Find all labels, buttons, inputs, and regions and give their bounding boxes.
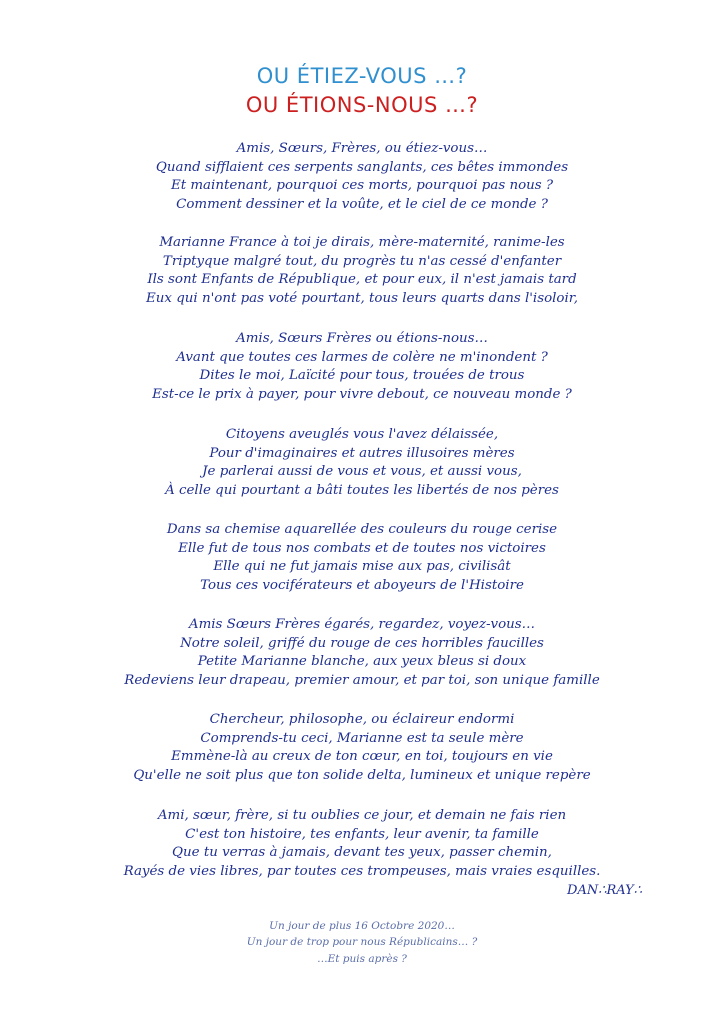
- verse-line: Notre soleil, griffé du rouge de ces horribles faucilles: [180, 635, 544, 651]
- title-line-2: OU ÉTIONS-NOUS …?: [245, 93, 479, 117]
- verse-line: Chercheur, philosophe, ou éclaireur endormi: [209, 712, 515, 727]
- verse-line: Dites le moi, Laïcité pour tous, trouées de trous: [199, 368, 525, 384]
- stanza-3: [0, 330, 724, 405]
- verse-line: Quand sifflaient ces serpents sanglants, ces bêtes immondes: [155, 159, 569, 175]
- verse-line: Amis Sœurs Frères égarés, regardez, voyez-vous…: [188, 617, 536, 632]
- verse-line: À celle qui pourtant a bâti toutes les libertés de nos pères: [165, 483, 559, 499]
- stanza-5: [0, 521, 724, 596]
- verse-line: Tous ces vociférateurs et aboyeurs de l'Histoire: [200, 578, 524, 594]
- verse-line: Qu'elle ne soit plus que ton solide delta, lumineux et unique repère: [133, 768, 591, 784]
- verse-line: Comprends-tu ceci, Marianne est ta seule mère: [200, 730, 524, 746]
- verse-line: Marianne France à toi je dirais, mère-maternité, ranime-les: [159, 235, 565, 250]
- stanza-7: [0, 711, 724, 786]
- stanza-1: [0, 140, 724, 215]
- verse-line: Que tu verras à jamais, devant tes yeux, passer chemin,: [172, 845, 552, 861]
- verse-line: Je parlerai aussi de vous et vous, et aussi vous,: [202, 464, 522, 480]
- stanza-4: [0, 426, 724, 501]
- verse-line: Petite Marianne blanche, aux yeux bleus si doux: [197, 654, 527, 670]
- verse-line: Eux qui n'ont pas voté pourtant, tous leurs quarts dans l'isoloir,: [146, 291, 578, 307]
- footer-line: …Et puis après ?: [317, 952, 407, 965]
- verse-line: Emmène-là au creux de ton cœur, en toi, toujours en vie: [171, 749, 553, 765]
- verse-line: Est-ce le prix à payer, pour vivre debout, ce nouveau monde ?: [152, 387, 572, 403]
- author-signature: DAN∴RAY∴: [567, 883, 642, 898]
- verse-line: Triptyque malgré tout, du progrès tu n'as cessé d'enfanter: [162, 253, 562, 269]
- verse-line: Elle qui ne fut jamais mise aux pas, civilisât: [213, 559, 511, 575]
- verse-line: Ils sont Enfants de République, et pour eux, il n'est jamais tard: [147, 272, 577, 288]
- stanza-6: [0, 616, 724, 691]
- verse-line: Ami, sœur, frère, si tu oublies ce jour, et demain ne fais rien: [157, 808, 567, 823]
- footer-line: Un jour de trop pour nous Républicains… ?: [246, 936, 478, 949]
- verse-line: Citoyens aveuglés vous l'avez délaissée,: [225, 427, 499, 442]
- title-line-1: OU ÉTIEZ-VOUS …?: [256, 64, 468, 88]
- verse-line: C'est ton histoire, tes enfants, leur avenir, ta famille: [185, 826, 539, 842]
- verse-line: Elle fut de tous nos combats et de toutes nos victoires: [178, 540, 546, 556]
- footer-line: Un jour de plus 16 Octobre 2020…: [269, 920, 455, 932]
- verse-line: Comment dessiner et la voûte, et le ciel de ce monde ?: [176, 197, 548, 213]
- verse-line: Avant que toutes ces larmes de colère ne m'inondent ?: [176, 349, 548, 365]
- verse-line: Rayés de vies libres, par toutes ces trompeuses, mais vraies esquilles.: [123, 864, 601, 880]
- verse-line: Dans sa chemise aquarellée des couleurs du rouge cerise: [166, 522, 558, 537]
- stanza-8: [0, 807, 724, 882]
- verse-line: Pour d'imaginaires et autres illusoires mères: [209, 445, 515, 461]
- verse-line: Amis, Sœurs Frères ou étions-nous…: [236, 331, 488, 346]
- verse-line: Amis, Sœurs, Frères, ou étiez-vous…: [236, 141, 488, 156]
- stanza-2: [0, 234, 724, 309]
- footer-note: [0, 918, 724, 967]
- verse-line: Redeviens leur drapeau, premier amour, et par toi, son unique famille: [124, 673, 600, 689]
- verse-line: Et maintenant, pourquoi ces morts, pourquoi pas nous ?: [170, 178, 554, 194]
